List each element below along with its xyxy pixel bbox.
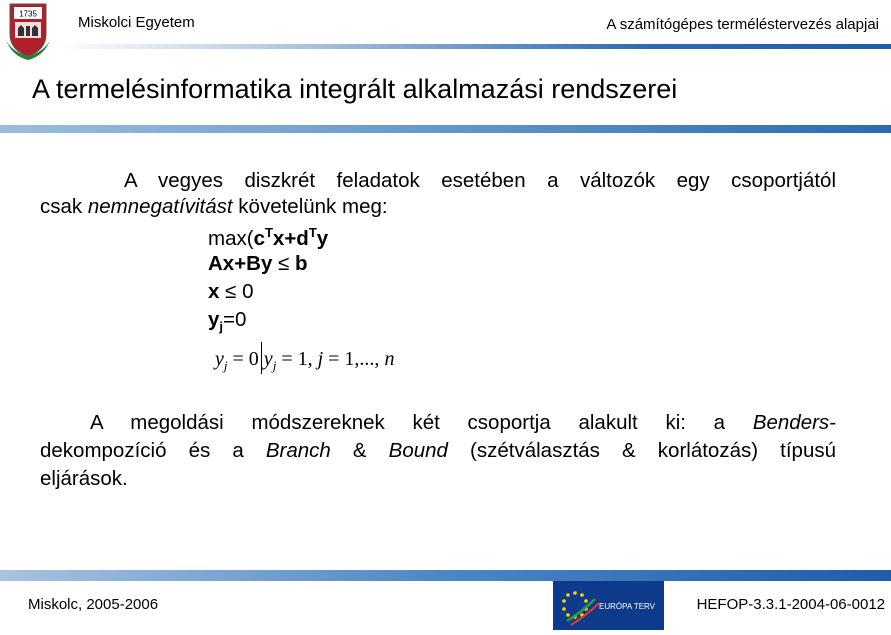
eu-badge [553, 581, 664, 630]
binary-condition-formula: $y_j = 0$ $y_j = 1$, j = 1,..., n [215, 342, 394, 374]
paragraph2-line1: A megoldási módszereknek két csoportja alakult ki: a Benders- [90, 411, 836, 434]
badge-text: EURÓPA TERV [599, 602, 656, 611]
paragraph2-line2: dekompozíció és a Branch & Bound (szétválasztás & korlátozás) típusú [40, 439, 836, 462]
emphasis-nemnegativitast: nemnegatívitást [87, 195, 233, 218]
place-date: Miskolc, 2005-2006 [28, 596, 159, 613]
paragraph1-line1: A vegyes diszkrét feladatok esetében a változók egy csoportjától [124, 169, 836, 192]
footer-divider [0, 570, 891, 581]
header-divider [56, 44, 891, 49]
constraint-x: x ≤ 0 [208, 280, 254, 303]
constraint-y: $y_j=0$ [208, 308, 247, 335]
university-logo [4, 0, 52, 62]
paragraph1-line2: csak nemnegatívitást követelünk meg: [40, 195, 388, 218]
constraint-ax-by: Ax+By ≤ b [208, 252, 308, 275]
slide-title: A termelésinformatika integrált alkalmazási rendszerei [32, 74, 678, 104]
objective-function: $\max(c^Tx+d^Ty$ [208, 225, 329, 250]
university-name: Miskolci Egyetem [78, 14, 195, 31]
project-code: HEFOP-3.3.1-2004-06-0012 [696, 596, 885, 613]
title-divider [0, 125, 891, 133]
paragraph2-line3: eljárások. [40, 467, 128, 490]
svg-text:1735: 1735 [19, 9, 37, 19]
course-title: A számítógépes terméléstervezés alapjai [606, 16, 879, 33]
